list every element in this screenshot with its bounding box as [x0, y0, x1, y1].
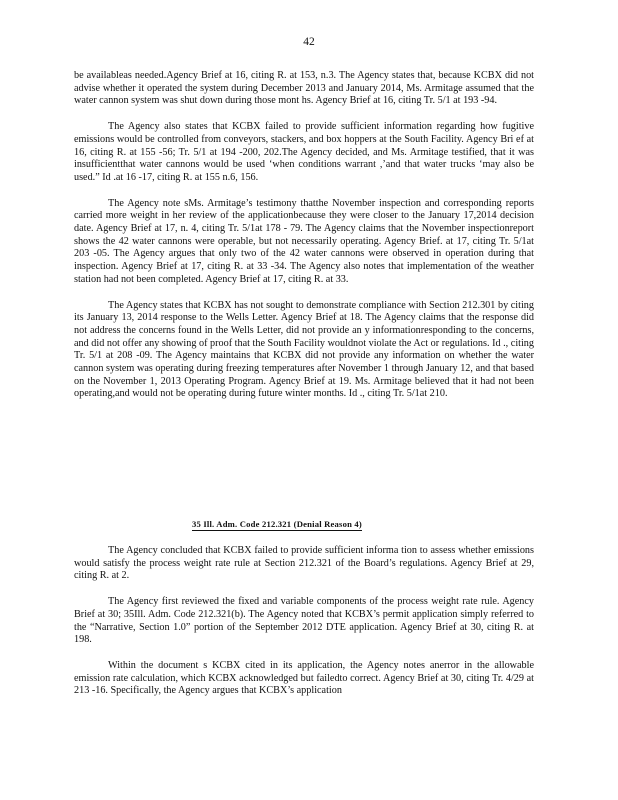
page-number: 42 — [303, 36, 315, 48]
paragraph: The Agency first reviewed the fixed and variable components of the process weight rate rule. Agency Brief at 30; 35Ill. Adm. Code 212.321(b). The Agency noted that KCBX’s permit application simply referred to the “Narrative, Section 1.0” portion of the September 2012 DTE application. Agency Brief at 30, citing R. at 198. — [74, 596, 534, 646]
paragraph: The Agency concluded that KCBX failed to provide sufficient informa tion to assess whether emissions would satisfy the process weight rate rule at Section 212.321 of the Board’s regulations. Agency Brief at 29, citing R. at 2. — [74, 545, 534, 582]
paragraph: be availableas needed.Agency Brief at 16, citing R. at 153, n.3. The Agency states that, because KCBX did not advise whether it operated the system during December 2013 and January 2014, Ms. Armitage assumed that the water cannon system was shut down during those mont hs. Agency Brief at 16, citing Tr. 5/1 at 193 -94. — [74, 70, 534, 107]
paragraph: The Agency also states that KCBX failed to provide sufficient information regarding how fugitive emissions would be controlled from conveyors, stackers, and box hoppers at the South Facility. Agency Bri ef at 16, citing R. at 155 -56; Tr. 5/1 at 194 -200, 202.The Agency decided, and Ms. Armitage testified, that it was insufficientthat water cannons would be used ‘when conditions warrant ,’and that water trucks ‘may also be used.” Id .at 16 -17, citing R. at 155 n.6, 156. — [74, 121, 534, 183]
body-text-lower — [74, 545, 534, 698]
paragraph: The Agency note sMs. Armitage’s testimony thatthe November inspection and corresponding reports carried more weight in her review of the applicationbecause they were closer to the January 17,2014 decision date. Agency Brief at 17, n. 4, citing Tr. 5/1at 178 - 79. The Agency claims that the November inspectionreport shows the 42 water cannons were operable, but not necessarily operating. Agency Brief. at 17, citing Tr. 5/1at 203 -05. The Agency argues that only two of the 42 water cannons were observed in operation during that inspection. Agency Brief at 17, citing R. at 33 -34. The Agency also notes that implementation of the weather station had not been completed. Agency Brief at 17, citing R. at 33. — [74, 197, 534, 285]
body-text-upper — [74, 70, 534, 401]
paragraph: The Agency states that KCBX has not sought to demonstrate compliance with Section 212.301 by citing its January 13, 2014 response to the Wells Letter. Agency Brief at 18. The Agency claims that the response did not address the concerns found in the Wells Letter, did not provide an y informationresponding to the concerns, and did not offer any showing of proof that the South Facility wouldnot violate the Act or regulations. Id ., citing Tr. 5/1 at 208 -09. The Agency maintains that KCBX did not provide any information on whether the water cannon system was operating during freezing temperatures after November 1 through January 12, and that based on the November 1, 2013 Operating Program. Agency Brief at 19. Ms. Armitage believed that it had not been operating,and would not be operating during future winter months. Id ., citing Tr. 5/1at 210. — [74, 299, 534, 400]
paragraph: Within the document s KCBX cited in its application, the Agency notes anerror in the allowable emission rate calculation, which KCBX acknowledged but failedto correct. Agency Brief at 30, citing Tr. 4/29 at 213 -16. Specifically, the Agency argues that KCBX’s application — [74, 659, 534, 697]
section-heading: 35 Ill. Adm. Code 212.321 (Denial Reason 4) — [192, 519, 362, 529]
